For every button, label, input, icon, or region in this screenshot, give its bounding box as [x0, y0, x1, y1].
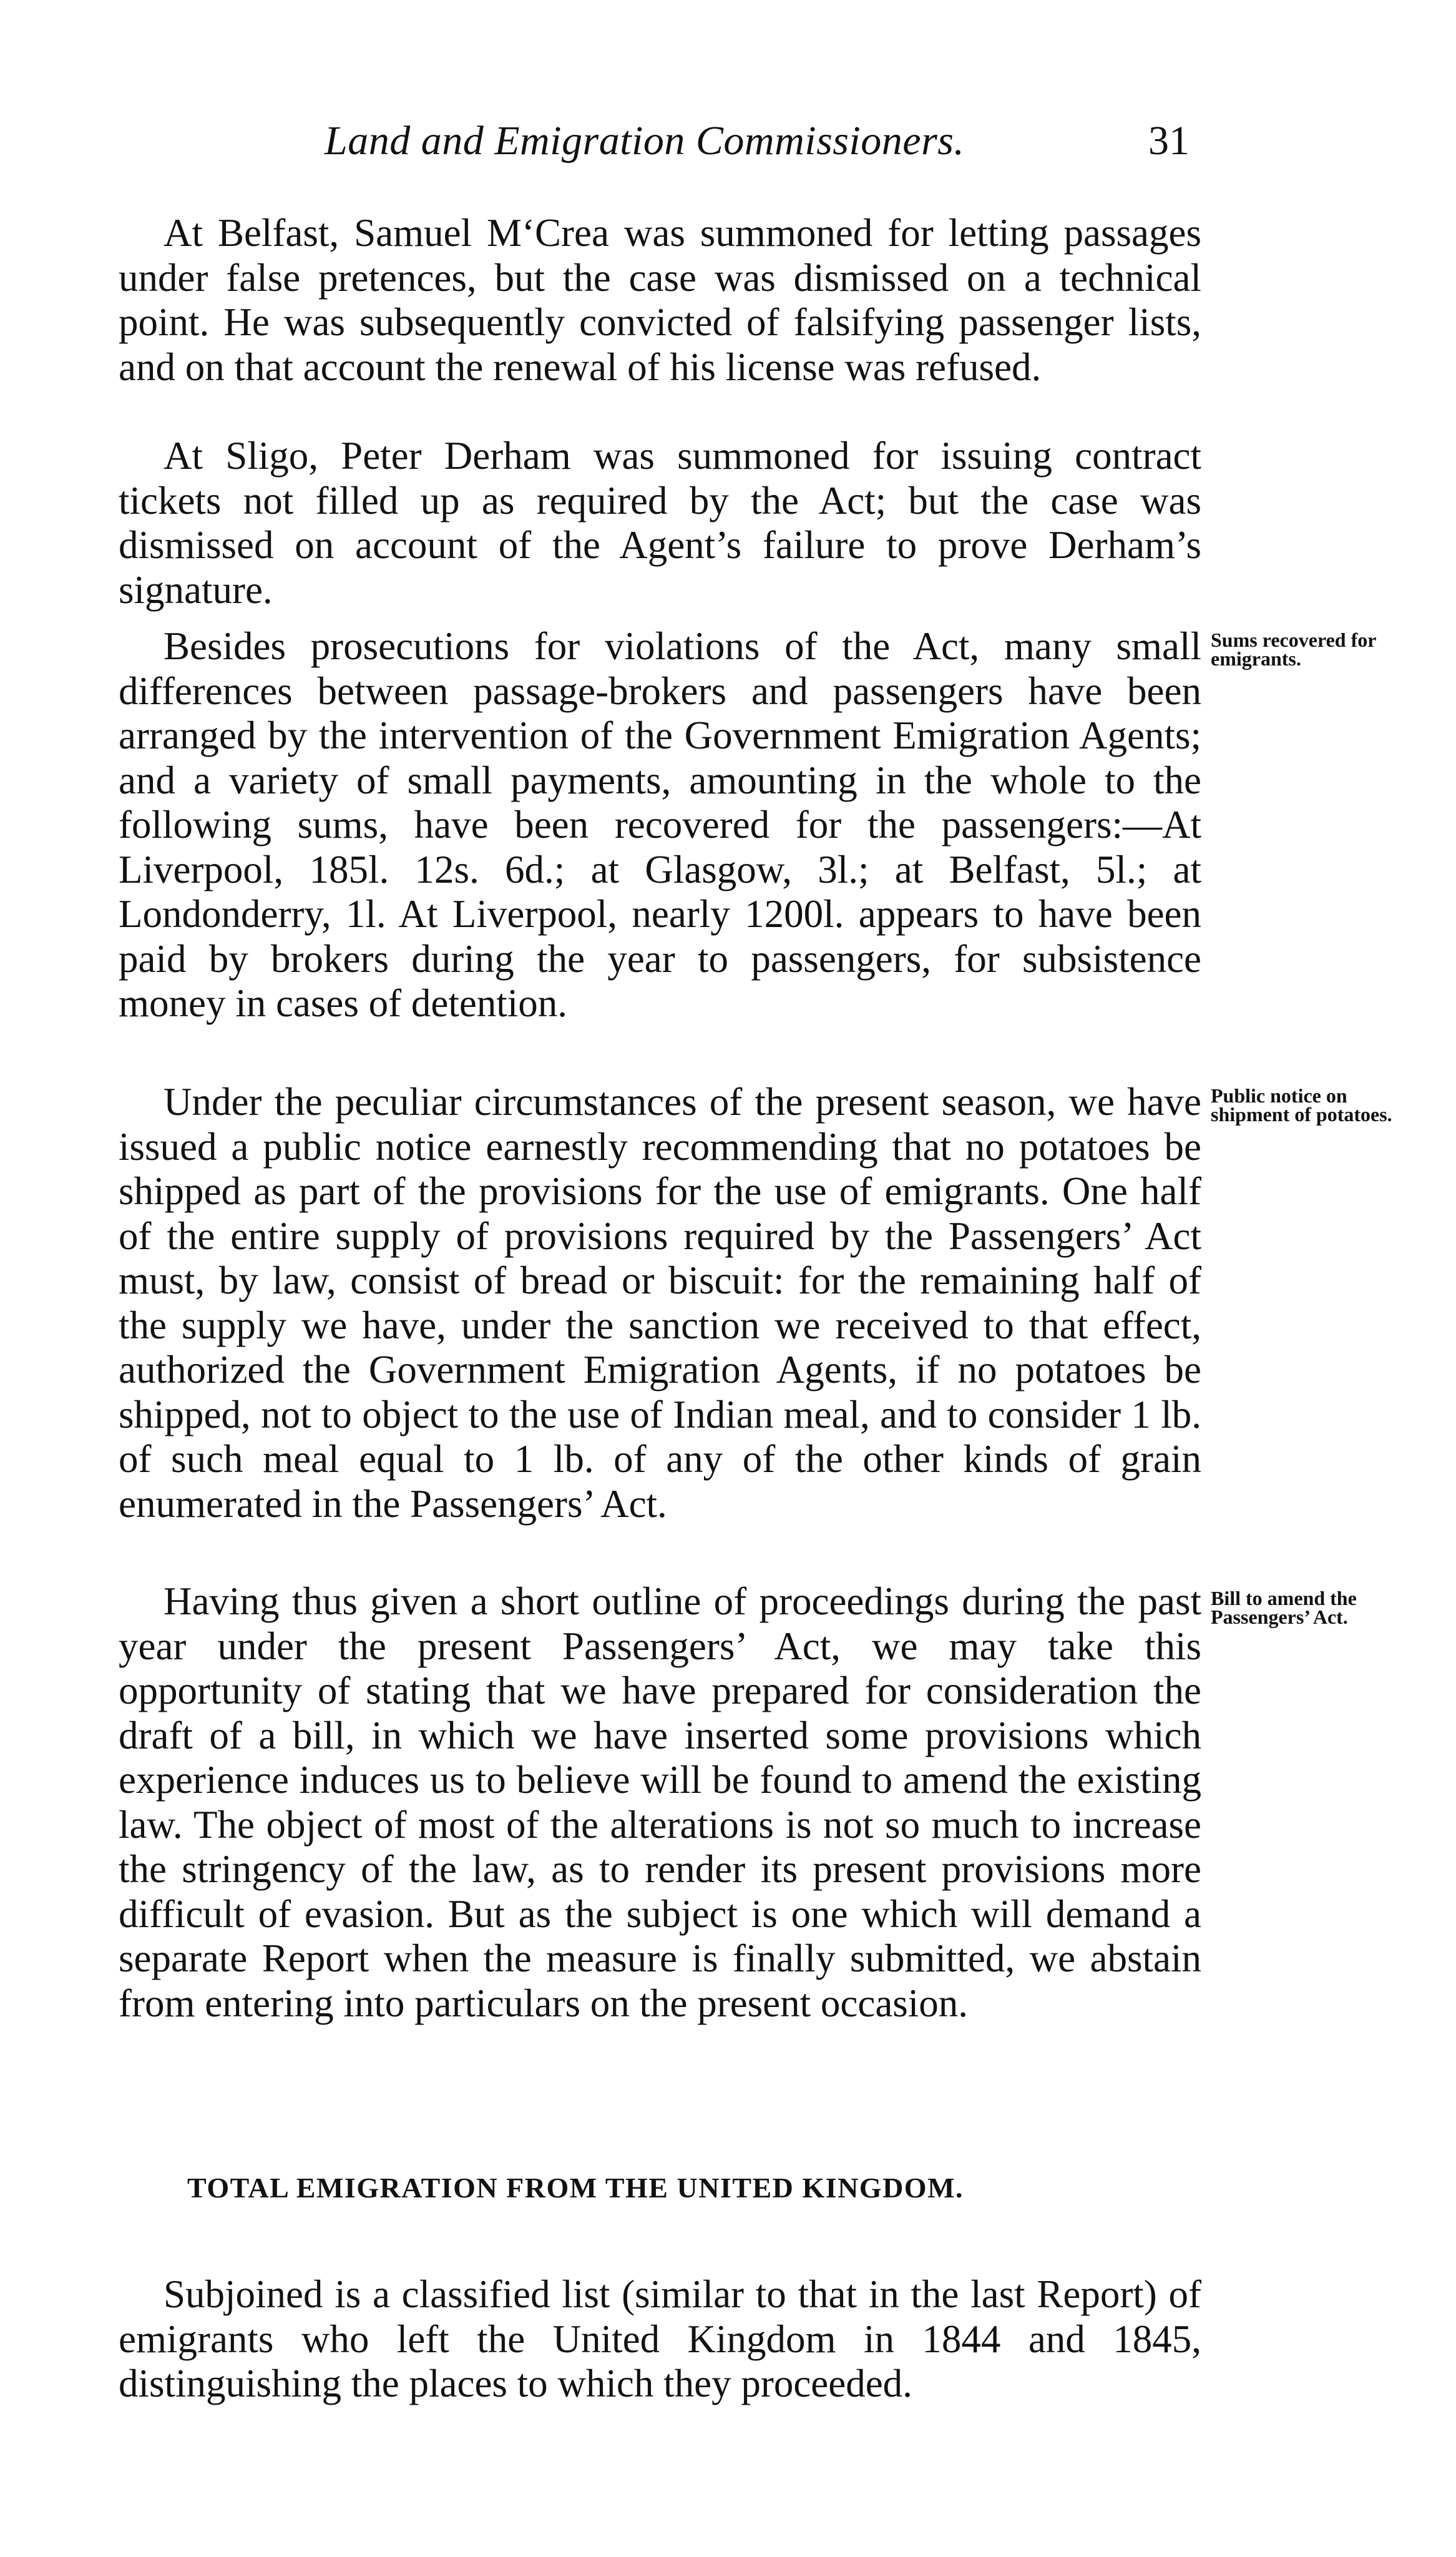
- paragraph-text: At Sligo, Peter Derham was summoned for issuing contract tickets not filled up as required by the Act; but the case was dismissed on account of the Agent’s failure to prove Derham’s signature.: [119, 434, 1201, 612]
- paragraph-text: Subjoined is a classified list (similar to that in the last Report) of emigrants who left the United Kingdom in 1844 and 1845, distinguishing the places to which they proceeded.: [119, 2272, 1201, 2405]
- paragraph-text: At Belfast, Samuel M‘Crea was summoned for letting passages under false pretences, but the case was dismissed on a technical point. He was subsequently convicted of falsifying passenger lists, and on that account the renewal of his license was refused.: [119, 211, 1201, 389]
- page-number: 31: [1148, 118, 1190, 164]
- sidenote-public-notice: Public notice on shipment of potatoes.: [1211, 1084, 1392, 1126]
- paragraph-sums-recovered: [119, 624, 1201, 1026]
- paragraph-sligo: [119, 434, 1201, 612]
- paragraph-public-notice: [119, 1080, 1201, 1526]
- paragraph-bill-to-amend: [119, 1579, 1201, 2026]
- paragraph-text: Having thus given a short outline of proceedings during the past year under the present Passengers’ Act, we may take this opportunity of stating that we have prepared for consideration the draft of a bill, in which we have inserted some provisions which experience induces us to believe will be found to amend the existing law. The object of most of the alterations is not so much to increase the stringency of the law, as to render its present provisions more difficult of evasion. But as the subject is one which will demand a separate Report when the measure is finally submitted, we abstain from entering into particulars on the present occasion.: [119, 1579, 1201, 2025]
- section-heading: TOTAL EMIGRATION FROM THE UNITED KINGDOM.: [187, 2172, 964, 2204]
- sidenote-bill-to-amend: Bill to amend the Passengers’ Act.: [1211, 1587, 1357, 1628]
- paragraph-text: Besides prosecutions for violations of the Act, many small differences between passage-brokers and passengers have been arranged by the intervention of the Government Emigration Agents; and a variety of small payments, amounting in the whole to the following sums, have been recovered for the passengers:—At Liverpool, 185l. 12s. 6d.; at Glasgow, 3l.; at Belfast, 5l.; at Londonderry, 1l. At Liverpool, nearly 1200l. appears to have been paid by brokers during the year to passengers, for subsistence money in cases of detention.: [119, 624, 1201, 1025]
- sidenote-sums-recovered: Sums recovered for emigrants.: [1211, 629, 1376, 670]
- paragraph-text: Under the peculiar circumstances of the present season, we have issued a public notice earnestly recommending that no potatoes be shipped as part of the provisions for the use of emigrants. One half of the entire supply of provisions required by the Passengers’ Act must, by law, consist of bread or biscuit: for the remaining half of the supply we have, under the sanction we received to that effect, authorized the Government Emigration Agents, if no potatoes be shipped, not to object to the use of Indian meal, and to consider 1 lb. of such meal equal to 1 lb. of any of the other kinds of grain enumerated in the Passengers’ Act.: [119, 1080, 1201, 1526]
- paragraph-belfast: [119, 211, 1201, 390]
- running-header-title: Land and Emigration Commissioners.: [325, 118, 965, 164]
- paragraph-subjoined-list: [119, 2272, 1201, 2407]
